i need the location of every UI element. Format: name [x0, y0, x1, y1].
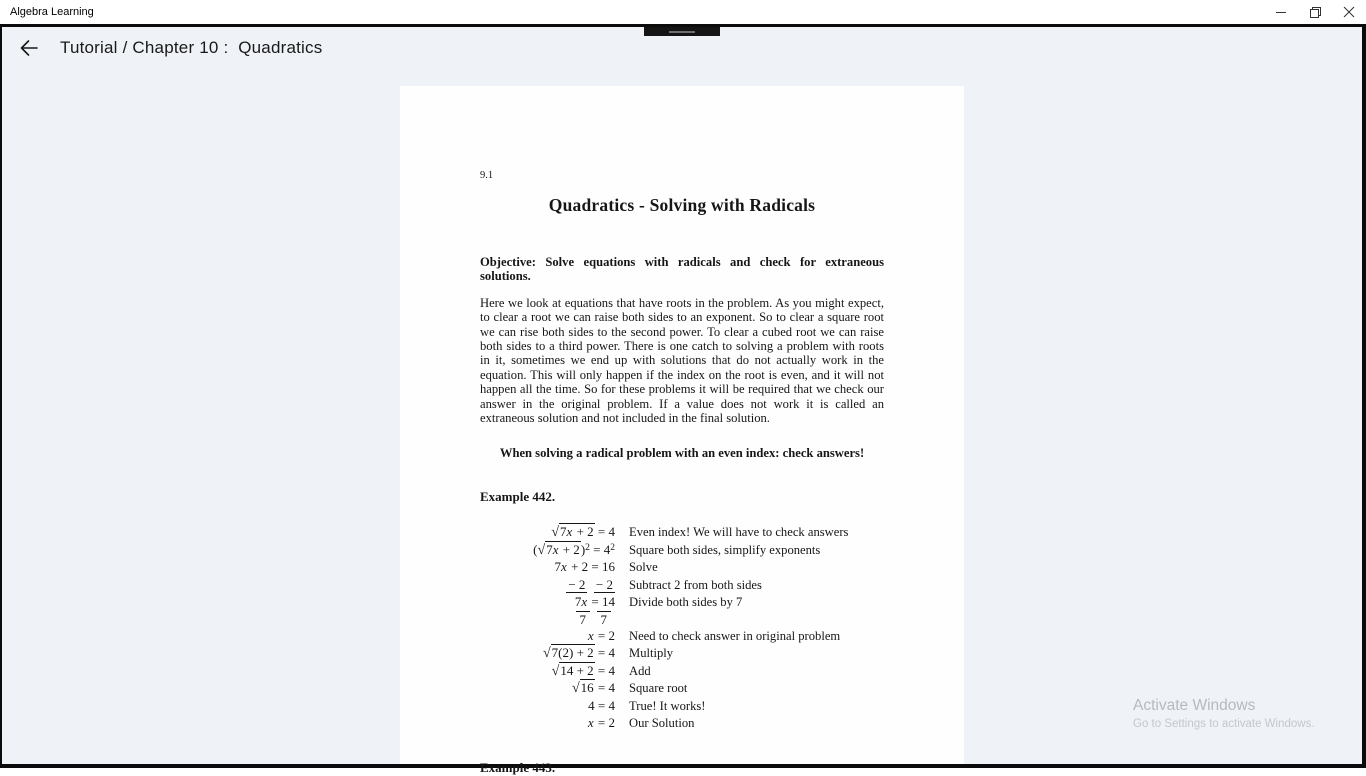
step-equation: 7 7 [480, 612, 615, 628]
minimize-button[interactable] [1264, 0, 1298, 24]
close-button[interactable] [1332, 0, 1366, 24]
example-443-label: Example 443. [480, 759, 556, 775]
window-title: Algebra Learning [10, 6, 94, 18]
step-note: Need to check answer in original problem [629, 628, 841, 643]
square-root-expression: √14 + 2 [551, 662, 594, 679]
document-page [400, 86, 964, 775]
math-step-row [480, 594, 884, 612]
step-note: Square both sides, simplify exponents [629, 542, 821, 557]
window-titlebar [0, 0, 1366, 24]
step-equation: 4 = 4 [588, 697, 615, 713]
restore-button[interactable] [1298, 0, 1332, 24]
step-equation: x = 2 [587, 627, 615, 643]
step-equation: 7x = 14 [574, 594, 615, 610]
square-root-expression: √16 [571, 680, 594, 697]
step-equation: $(√7x + 2)^2 = 4^2$ [533, 541, 615, 558]
callout-text: When solving a radical problem with an even index: check answers! [499, 446, 865, 461]
radical-sign-icon: √ [537, 542, 546, 558]
window-controls [1264, 0, 1366, 24]
intro-paragraph: Here we look at equations that have roots in the problem. As you might expect, to clear a root we can raise both sides to an exponent. So to clear a square root we can rise both sides to the second power. To clear a cubed root we can raise both sides to a third power. There is one catch to solving a problem with roots in it, sometimes we end up with solutions that do not actually work in the equation. This will only happen if the index on the root is even, and it will not happen all the time. So for these problems it will be required that we check our answer in the original problem. If a value does not work it is called an extraneous solution and not included in the final solution. [480, 295, 884, 426]
step-note: Even index! We will have to check answers [629, 525, 849, 540]
math-step-row [480, 628, 884, 646]
restore-down-icon [1310, 7, 1321, 18]
activate-windows-watermark [1133, 697, 1315, 730]
math-step-row [480, 542, 884, 560]
document-title: Quadratics - Solving with Radicals [548, 195, 816, 215]
math-step-row [480, 577, 884, 595]
step-note: Square root [629, 681, 688, 696]
drag-handle-dash-icon [669, 31, 695, 33]
back-button[interactable] [14, 33, 44, 63]
step-equation: √14 + 2 = 4 [551, 662, 615, 679]
watermark-subtitle: Go to Settings to activate Windows. [1133, 718, 1315, 730]
objective-text: Objective: Solve equations with radicals and check for extraneous solutions. [480, 255, 884, 284]
worked-example-steps [480, 524, 884, 733]
step-equation: √7x + 2 = 4 [551, 524, 615, 541]
math-step-row [480, 715, 884, 733]
section-number: 9.1 [480, 170, 494, 181]
breadcrumb: Tutorial / Chapter 10 : Quadratics [60, 38, 323, 57]
math-step-row [480, 698, 884, 716]
step-note: True! It works! [629, 698, 706, 713]
math-step-row [480, 612, 884, 628]
radical-sign-icon: √ [551, 663, 560, 679]
math-step-row [480, 559, 884, 577]
square-root-expression: √7x + 2 [551, 524, 594, 541]
app-frame [0, 24, 1366, 775]
step-note: Divide both sides by 7 [629, 595, 743, 610]
step-equation: √7(2) + 2 = 4 [542, 645, 615, 662]
square-root-expression: √7x + 2 [537, 541, 580, 558]
watermark-title: Activate Windows [1133, 697, 1256, 714]
step-equation: √16 = 4 [571, 680, 615, 697]
step-note: Our Solution [629, 716, 695, 731]
step-note: Solve [629, 560, 658, 575]
drag-handle[interactable] [644, 27, 720, 36]
step-note: Multiply [629, 646, 674, 661]
radical-sign-icon: √ [551, 525, 560, 541]
step-equation: 7x + 2 = 16 [554, 559, 615, 575]
step-equation: − 2 − 2 [568, 576, 613, 592]
square-root-expression: √7(2) + 2 [542, 645, 594, 662]
math-step-row [480, 663, 884, 681]
example-442-label: Example 442. [480, 489, 556, 505]
radical-sign-icon: √ [571, 681, 580, 697]
minimize-icon [1276, 7, 1286, 17]
radical-sign-icon: √ [542, 646, 551, 662]
math-step-row [480, 680, 884, 698]
step-note: Subtract 2 from both sides [629, 577, 762, 592]
step-note: Add [629, 663, 651, 678]
step-equation: x = 2 [587, 715, 615, 731]
close-icon [1344, 7, 1354, 17]
math-step-row [480, 645, 884, 663]
math-step-row [480, 524, 884, 542]
back-arrow-icon [19, 38, 39, 58]
